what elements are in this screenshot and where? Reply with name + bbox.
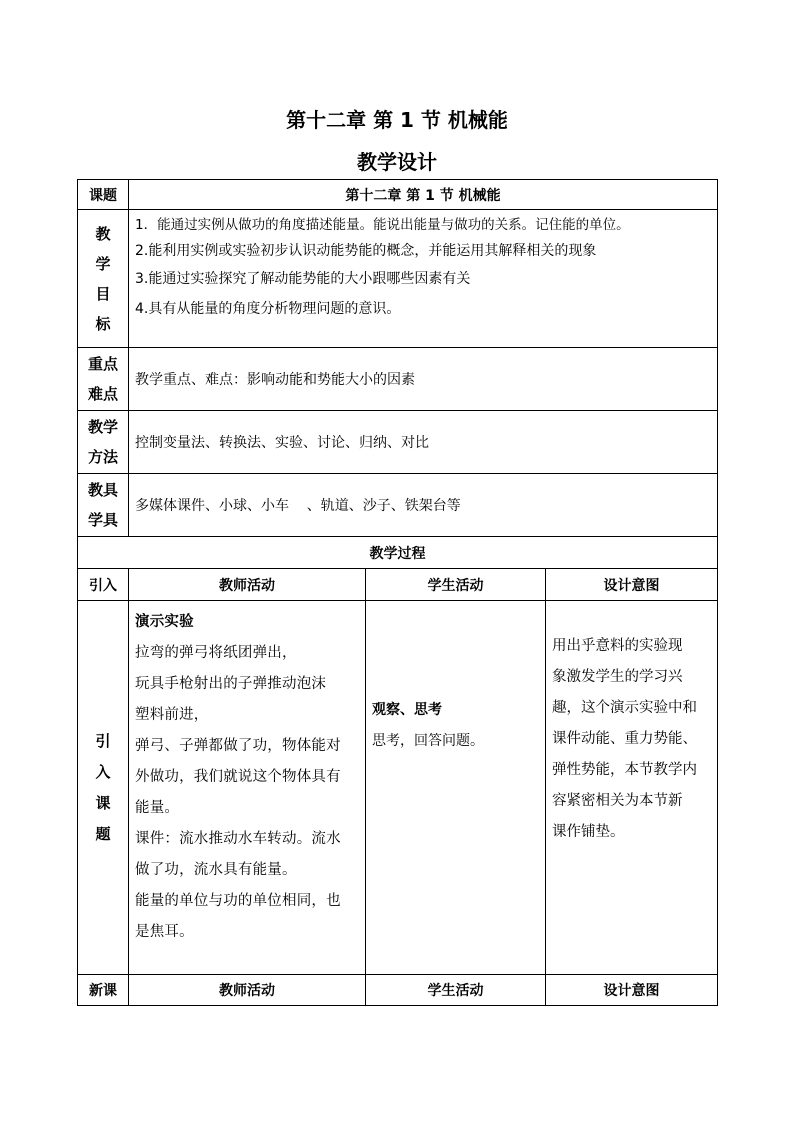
teacher-line: 塑料前进， bbox=[135, 707, 209, 723]
design-line: 弹性势能，本节教学内 bbox=[552, 762, 697, 778]
key-points-row bbox=[78, 348, 718, 411]
intro-label-char: 课 bbox=[95, 793, 111, 812]
intro-stage-label bbox=[78, 601, 129, 975]
intro-header-teacher: 教师活动 bbox=[129, 569, 366, 601]
student-activity-heading: 观察、思考 bbox=[372, 702, 442, 718]
intro-header-student: 学生活动 bbox=[366, 569, 546, 601]
document-title: 第十二章 第 1 节 机械能 bbox=[286, 108, 508, 132]
teacher-line: 是焦耳。 bbox=[135, 924, 194, 940]
methods-label-line: 方法 bbox=[87, 448, 118, 466]
key-points-label bbox=[78, 348, 129, 411]
teacher-line: 弹弓、子弹都做了功，物体能对 bbox=[135, 738, 341, 754]
new-header-student: 学生活动 bbox=[366, 975, 546, 1006]
intro-header-row bbox=[78, 569, 718, 601]
methods-row bbox=[78, 411, 718, 474]
teacher-line: 做了功，流水具有能量。 bbox=[135, 862, 297, 878]
goal-item: 3.能通过实验探究了解动能势能的大小跟哪些因素有关 bbox=[135, 271, 471, 287]
intro-header-stage: 引入 bbox=[78, 569, 129, 601]
design-line: 课作铺垫。 bbox=[552, 824, 625, 840]
new-header-stage: 新课 bbox=[78, 975, 129, 1006]
goals-row bbox=[78, 210, 718, 348]
teacher-line: 能量。 bbox=[135, 800, 180, 816]
teacher-activity-heading: 演示实验 bbox=[135, 614, 194, 630]
design-intent bbox=[546, 601, 718, 975]
goal-item: 1．能通过实例从做功的角度描述能量。能说出能量与做功的关系。记住能的单位。 bbox=[135, 217, 630, 233]
intro-label-char: 题 bbox=[95, 824, 111, 843]
document-subtitle: 教学设计 bbox=[357, 150, 437, 174]
key-points-label-line: 难点 bbox=[87, 385, 118, 403]
design-line: 象激发学生的学习兴 bbox=[552, 669, 683, 685]
intro-content-row bbox=[78, 601, 718, 975]
teacher-line: 能量的单位与功的单位相同，也 bbox=[135, 893, 341, 909]
topic-row bbox=[78, 180, 718, 210]
tools-row bbox=[78, 474, 718, 537]
tools-label bbox=[78, 474, 129, 537]
teacher-activity bbox=[129, 601, 366, 975]
intro-label-char: 入 bbox=[95, 762, 111, 781]
topic-label: 课题 bbox=[78, 180, 129, 210]
teacher-line: 玩具手枪射出的子弹推动泡沫 bbox=[135, 676, 327, 692]
goals-label-char: 学 bbox=[95, 254, 111, 273]
goal-item: 2.能利用实例或实验初步认识动能势能的概念，并能运用其解释相关的现象 bbox=[135, 243, 597, 259]
intro-header-design: 设计意图 bbox=[546, 569, 718, 601]
teacher-line: 外做功，我们就说这个物体具有 bbox=[135, 769, 341, 785]
design-line: 趣，这个演示实验中和 bbox=[552, 700, 697, 716]
teacher-line: 拉弯的弹弓将纸团弹出， bbox=[135, 645, 297, 661]
tools-label-line: 学具 bbox=[87, 511, 118, 529]
process-title-row bbox=[78, 537, 718, 569]
design-line: 课件动能、重力势能、 bbox=[552, 731, 697, 747]
goals-label bbox=[78, 210, 129, 348]
new-header-teacher: 教师活动 bbox=[129, 975, 366, 1006]
process-title: 教学过程 bbox=[78, 537, 718, 569]
topic-value: 第十二章 第 1 节 机械能 bbox=[129, 180, 718, 210]
goals-label-char: 标 bbox=[95, 314, 111, 333]
tools-value: 多媒体课件、小球、小车 、轨道、沙子、铁架台等 bbox=[129, 474, 718, 537]
teacher-line: 课件：流水推动水车转动。流水 bbox=[135, 831, 341, 847]
student-activity bbox=[366, 601, 546, 975]
intro-label-char: 引 bbox=[95, 731, 111, 750]
goals-label-char: 教 bbox=[95, 224, 111, 243]
key-points-value: 教学重点、难点：影响动能和势能大小的因素 bbox=[129, 348, 718, 411]
student-activity-text: 思考，回答问题。 bbox=[372, 733, 484, 749]
design-line: 容紧密相关为本节新 bbox=[552, 793, 683, 809]
tools-label-line: 教具 bbox=[87, 481, 118, 499]
design-line: 用出乎意料的实验现 bbox=[552, 638, 683, 654]
goals-label-char: 目 bbox=[95, 284, 111, 303]
methods-label bbox=[78, 411, 129, 474]
methods-value: 控制变量法、转换法、实验、讨论、归纳、对比 bbox=[129, 411, 718, 474]
goal-item: 4.具有从能量的角度分析物理问题的意识。 bbox=[135, 301, 401, 317]
new-header-design: 设计意图 bbox=[546, 975, 718, 1006]
new-lesson-header-row bbox=[78, 975, 718, 1006]
lesson-plan-table bbox=[77, 179, 718, 1006]
goals-list bbox=[129, 210, 718, 348]
key-points-label-line: 重点 bbox=[87, 355, 118, 373]
methods-label-line: 教学 bbox=[87, 418, 118, 436]
